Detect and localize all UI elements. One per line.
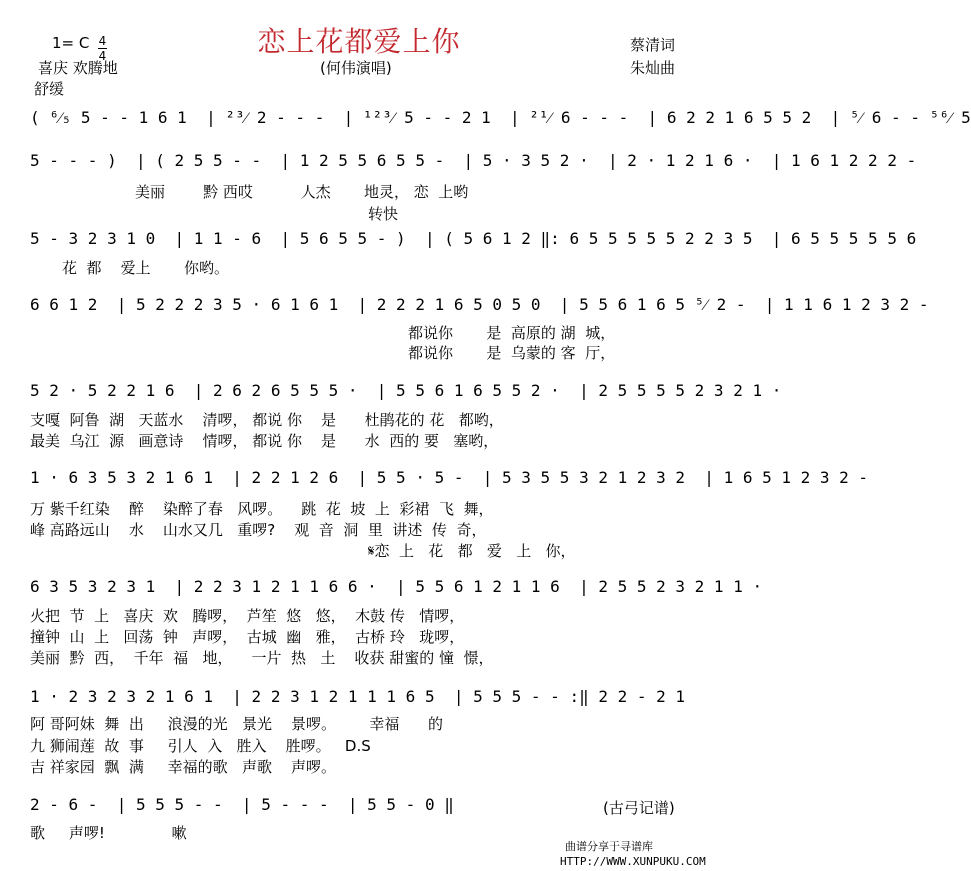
lyric-line-7c: 美丽 黔 西， 千年 福 地， 一片 热 土 收获 甜蜜的 憧 憬，	[30, 649, 494, 667]
lyric-line-9: 歌 声啰! 嗽	[30, 824, 187, 842]
performer-credit: (何伟演唱)	[320, 59, 392, 77]
key-signature: 1= C	[52, 34, 90, 52]
score-line-9: 2 - 6 - | 5 5 5 - - | 5 - - - | 5 5 - 0 ‖	[30, 795, 454, 814]
score-line-2: 5 - - - ) | ( 2 5 5 - - | 1 2 5 5 6 5 5 - | 5 · 3 5 2 · | 2 · 1 2 1 6 · | 1 6 1 2 2 2 -	[30, 151, 917, 170]
time-denominator: 4	[98, 49, 107, 63]
score-line-1: ( ⁶⁄₅ 5 - - 1 6 1 | ²³⁄ 2 - - - | ¹²³⁄ 5 - - 2 1 | ²¹⁄ 6 - - - | 6 2 2 1 6 5 5 2 | ⁵⁄ 6 - - ⁵⁶⁄ 5	[30, 108, 971, 127]
song-title: 恋上花都爱上你	[257, 25, 461, 58]
score-line-4: 6 6 1 2 | 5 2 2 2 3 5 · 6 1 6 1 | 2 2 2 1 6 5 0 5 0 | 5 5 6 1 6 5 ⁵⁄ 2 - | 1 1 6 1 2 3 2 -	[30, 295, 929, 314]
lyric-line-7a: 火把 节 上 喜庆 欢 腾啰， 芦笙 悠 悠， 木鼓 传 情啰，	[30, 607, 465, 625]
lyric-line-8c: 吉 祥家园 飘 满 幸福的歌 声歌 声啰。	[30, 758, 337, 776]
mood-marking: 喜庆 欢腾地	[38, 59, 118, 77]
score-line-3: 5 - 3 2 3 1 0 | 1 1 - 6 | 5 6 5 5 - ) | ( 5 6 1 2 ‖: 6 5 5 5 5 5 2 2 3 5 | 6 5 5 5 5 5 6	[30, 229, 917, 248]
site-credit: 曲谱分享于寻谱库	[565, 840, 653, 853]
score-line-7: 6 3 5 3 2 3 1 | 2 2 3 1 2 1 1 6 6 · | 5 5 6 1 2 1 1 6 | 2 5 5 2 3 2 1 1 ·	[30, 577, 763, 596]
tempo-change-label: 转快	[368, 205, 399, 223]
lyric-line-4b: 都说你 是 乌蒙的 客 厅，	[408, 344, 616, 362]
score-line-8: 1 · 2 3 2 3 2 1 6 1 | 2 2 3 1 2 1 1 1 6 5 | 5 5 5 - - :‖ 2 2 - 2 1	[30, 687, 686, 706]
transcriber-credit: (古弓记谱)	[603, 799, 675, 817]
lyric-line-8b: 九 狮闹莲 故 事 引人 入 胜入 胜啰。 D.S	[30, 737, 371, 755]
site-url: HTTP://WWW.XUNPUKU.COM	[560, 855, 706, 868]
lyric-line-5b: 最美 乌江 源 画意诗 情啰， 都说 你 是 水 西的 要 塞哟，	[30, 432, 499, 450]
lyric-line-7b: 撞钟 山 上 回荡 钟 声啰， 古城 幽 雅， 古桥 玲 珑啰，	[30, 628, 465, 646]
lyricist-credit: 蔡清词	[630, 36, 676, 54]
score-line-5: 5 2 · 5 2 2 1 6 | 2 6 2 6 5 5 5 · | 5 5 6 1 6 5 5 2 · | 2 5 5 5 5 2 3 2 1 ·	[30, 381, 782, 400]
tempo-marking: 舒缓	[34, 80, 65, 98]
composer-credit: 朱灿曲	[630, 59, 676, 77]
lyric-line-5a: 支嘎 阿鲁 湖 天蓝水 清啰， 都说 你 是 杜鹃花的 花 都哟，	[30, 411, 504, 429]
time-numerator: 4	[98, 34, 107, 48]
lyric-line-8a: 阿 哥阿妹 舞 出 浪漫的光 景光 景啰。 幸福 的	[30, 715, 444, 733]
lyric-line-4a: 都说你 是 高原的 湖 城，	[408, 324, 616, 342]
lyric-line-6c: 𝄋恋 上 花 都 爱 上 你，	[368, 542, 576, 560]
lyric-line-6b: 峰 高路远山 水 山水又几 重啰? 观 音 洞 里 讲述 传 奇，	[30, 521, 487, 539]
lyric-line-2: 美丽 黔 西哎 人杰 地灵， 恋 上哟	[135, 183, 469, 201]
lyric-line-6a: 万 紫千红染 醉 染醉了春 风啰。 跳 花 坡 上 彩裙 飞 舞，	[30, 500, 494, 518]
score-line-6: 1 · 6 3 5 3 2 1 6 1 | 2 2 1 2 6 | 5 5 · 5 - | 5 3 5 5 3 2 1 2 3 2 | 1 6 5 1 2 3 2 -	[30, 468, 869, 487]
lyric-line-3: 花 都 爱上 你哟。	[62, 259, 229, 277]
